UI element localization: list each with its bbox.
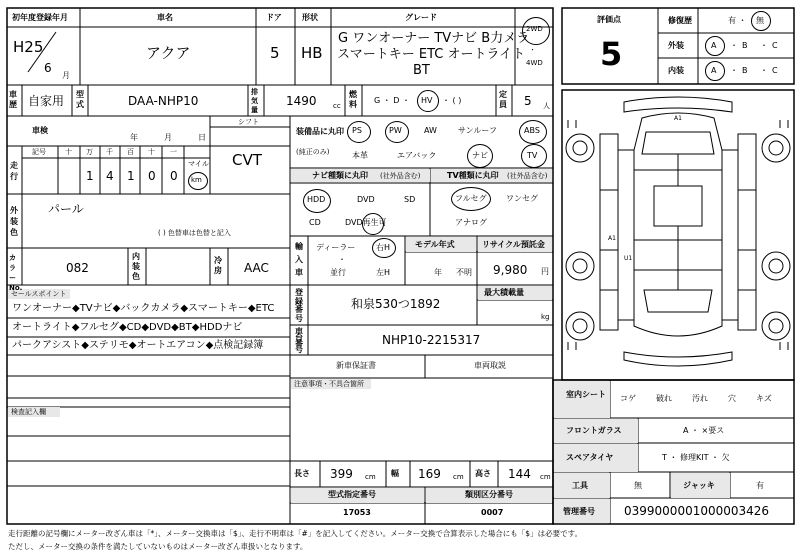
windshield bbox=[642, 132, 714, 154]
drive-4wd: 4WD bbox=[526, 59, 543, 67]
shift-value: CVT bbox=[232, 151, 262, 169]
digit-head-1: 十 bbox=[65, 148, 72, 156]
bracket-tl bbox=[568, 120, 576, 128]
equip-airbag: エアバック bbox=[397, 151, 437, 160]
tool-value: 無 bbox=[634, 481, 642, 490]
unit-mile: マイル bbox=[188, 160, 209, 168]
mileage-label: 走行 bbox=[10, 161, 18, 181]
wheel-rear-right bbox=[762, 252, 790, 280]
digit-head-3: 千 bbox=[106, 148, 113, 156]
equip-leather: 本革 bbox=[352, 151, 368, 160]
front-bumper bbox=[624, 97, 732, 112]
seat-opt-burn: コゲ bbox=[620, 394, 636, 403]
chassis-value: NHP10-2215317 bbox=[382, 333, 481, 347]
color-label: 外装色 bbox=[10, 206, 18, 237]
model-label: 型式 bbox=[76, 90, 84, 109]
wheel-rear-left bbox=[566, 252, 594, 280]
use-value: 自家用 bbox=[28, 94, 65, 108]
fuel-selected: HV bbox=[421, 96, 433, 105]
recycle-yen: 円 bbox=[541, 267, 549, 276]
use-label: 車歴 bbox=[9, 90, 17, 109]
grade-line3: BT bbox=[413, 63, 430, 78]
capacity-unit: 人 bbox=[543, 102, 550, 110]
length-unit: cm bbox=[365, 473, 376, 481]
wheel-front-right bbox=[762, 134, 790, 162]
import-dealer: ディーラー bbox=[316, 243, 356, 252]
import-left-h: 左H bbox=[376, 268, 391, 277]
chassis-label: 車台番号 bbox=[295, 327, 303, 354]
interior-label: 内装 bbox=[668, 66, 684, 75]
equip-ps: PS bbox=[352, 126, 362, 135]
fuel-opts: G ・ D ・ bbox=[374, 96, 410, 105]
damage-a1-side: A1 bbox=[608, 235, 616, 242]
navi-dvd: DVD bbox=[357, 195, 375, 204]
interior-color-label: 内装色 bbox=[132, 252, 140, 281]
class-no-label: 類別区分番号 bbox=[465, 490, 513, 499]
wheel-spare-right bbox=[762, 312, 790, 340]
navi-type-sub: (社外品含む) bbox=[380, 172, 421, 180]
width-unit: cm bbox=[453, 473, 464, 481]
grade-label: グレード bbox=[405, 13, 437, 22]
wheel-spare-left bbox=[566, 312, 594, 340]
month-unit: 月 bbox=[62, 71, 70, 80]
jack-value: 有 bbox=[756, 481, 764, 490]
import-parallel: 並行 bbox=[330, 268, 346, 277]
footer-line-2: ただし、メーター交換の条件を満たしていないものはメーター改ざん車扱いとなります。 bbox=[8, 542, 308, 551]
recycle-value: 9,980 bbox=[493, 263, 528, 277]
mileage-note-label: 記号 bbox=[32, 148, 46, 156]
height-value: 144 bbox=[508, 467, 531, 481]
capacity-value: 5 bbox=[524, 94, 532, 108]
digit-5: 0 bbox=[148, 169, 156, 183]
ac-label: 冷房 bbox=[214, 256, 222, 275]
navi-cd: CD bbox=[309, 218, 321, 227]
equipment-sub: (純正のみ) bbox=[296, 148, 330, 156]
vehicle-manual: 車両取説 bbox=[474, 361, 506, 370]
doors-label: ドア bbox=[266, 13, 282, 22]
car-name-label: 車名 bbox=[157, 13, 173, 22]
model-year-unit: 年 bbox=[434, 268, 442, 277]
drive-2wd: 2WD bbox=[526, 25, 543, 33]
max-load-kg: kg bbox=[541, 313, 550, 321]
capacity-label: 定員 bbox=[499, 90, 507, 109]
new-car-warranty: 新車保証書 bbox=[336, 361, 376, 370]
shape: HB bbox=[301, 44, 323, 62]
glass-opts: A ・ ×要ス bbox=[683, 426, 725, 435]
bracket-br bbox=[780, 342, 788, 350]
exterior-label: 外装 bbox=[668, 41, 684, 50]
fuel-label: 燃料 bbox=[349, 90, 357, 109]
registration-value: 和泉530つ1892 bbox=[351, 297, 441, 311]
digit-head-2: 万 bbox=[86, 148, 93, 156]
model-year-unknown: 不明 bbox=[456, 268, 472, 277]
type-no-value: 17053 bbox=[343, 508, 371, 517]
interior-c: C bbox=[772, 66, 778, 75]
exterior-c: C bbox=[772, 41, 778, 50]
mgmt-value: 0399000001000003426 bbox=[624, 504, 770, 518]
doors: 5 bbox=[270, 44, 280, 62]
digit-head-6: 一 bbox=[170, 148, 177, 156]
sales-line-2: オートライト◆フルセグ◆CD◆DVD◆BT◆HDDナビ bbox=[12, 322, 243, 333]
type-no-label: 型式指定番号 bbox=[328, 490, 376, 499]
grade-line1: G ワンオーナー TVナビ B力メラ bbox=[338, 31, 530, 46]
right-side bbox=[738, 134, 756, 330]
length-label: 長さ bbox=[294, 469, 310, 478]
interior-b: B bbox=[742, 66, 748, 75]
rear-bumper bbox=[624, 352, 732, 366]
shape-label: 形状 bbox=[302, 13, 318, 22]
seat-opt-dirt: 汚れ bbox=[692, 394, 708, 403]
digit-6: 0 bbox=[170, 169, 178, 183]
car-name: アクア bbox=[146, 44, 191, 62]
jack-label: ジャッキ bbox=[683, 481, 715, 490]
first-reg-year: H25 bbox=[13, 38, 44, 56]
first-reg-label: 初年度登録年月 bbox=[12, 13, 68, 22]
tv-fullseg: フルセグ bbox=[455, 194, 487, 203]
car-body-outline bbox=[634, 113, 722, 336]
navi-sd: SD bbox=[404, 195, 416, 204]
repair-selected: 無 bbox=[756, 16, 764, 25]
drive-dot: ・ bbox=[529, 46, 536, 54]
equip-navi: ナビ bbox=[472, 151, 488, 160]
cc-label: 排気量 bbox=[251, 88, 258, 114]
repair-opts: 有 ・ bbox=[728, 16, 747, 25]
sales-line-1: ワンオーナー◆TVナビ◆バックカメラ◆スマートキー◆ETC bbox=[12, 303, 275, 314]
max-load-label: 最大積載量 bbox=[484, 288, 524, 297]
navi-hdd: HDD bbox=[307, 195, 326, 204]
import-label: 輸入車 bbox=[295, 242, 303, 277]
model-value: DAA-NHP10 bbox=[128, 94, 199, 108]
color-value: パール bbox=[48, 202, 84, 216]
import-right-h: 右H bbox=[376, 243, 391, 252]
left-side bbox=[600, 134, 618, 330]
wheel-front-left bbox=[566, 134, 594, 162]
sales-line-3: パークアシスト◆ステリモ◆オートエアコン◆点検記録簿 bbox=[12, 340, 264, 351]
bracket-tr bbox=[780, 120, 788, 128]
equip-abs: ABS bbox=[524, 126, 540, 135]
equip-pw: PW bbox=[389, 126, 402, 135]
bracket-bl bbox=[568, 342, 576, 350]
interior-dot2: ・ bbox=[760, 66, 768, 75]
seat-opt-tear: 破れ bbox=[656, 394, 672, 403]
navi-dvd-play: DVD再生可 bbox=[345, 218, 387, 227]
equipment-label: 装備品に丸印 bbox=[296, 127, 344, 136]
inspection-month-unit: 月 bbox=[164, 133, 172, 142]
digit-head-4: 百 bbox=[127, 148, 134, 156]
exterior-b: B bbox=[742, 41, 748, 50]
digit-3: 4 bbox=[106, 169, 114, 183]
tool-label: 工具 bbox=[572, 481, 588, 490]
first-reg-month: 6 bbox=[44, 61, 52, 75]
damage-a1-top: A1 bbox=[674, 115, 682, 122]
seat-label: 室内シート bbox=[566, 390, 606, 399]
fuel-paren: ・ ( ) bbox=[442, 96, 462, 105]
width-value: 169 bbox=[418, 467, 441, 481]
model-year-label: モデル年式 bbox=[415, 240, 455, 249]
ac-value: AAC bbox=[244, 261, 269, 275]
interior-a: A bbox=[711, 66, 717, 75]
digit-2: 1 bbox=[86, 169, 94, 183]
spare-opts: T ・ 修理KIT ・ 欠 bbox=[662, 453, 730, 462]
registration-label: 登録番号 bbox=[295, 288, 303, 323]
digit-4: 1 bbox=[127, 169, 135, 183]
color-no: 082 bbox=[66, 261, 89, 275]
mgmt-label: 管理番号 bbox=[563, 507, 595, 516]
glass-label: フロントガラス bbox=[566, 426, 622, 435]
car-damage-diagram bbox=[562, 90, 794, 380]
digit-head-5: 十 bbox=[148, 148, 155, 156]
color-no-label: カラーNo. bbox=[9, 254, 23, 292]
rear-glass bbox=[644, 290, 712, 312]
equip-tv: TV bbox=[527, 151, 538, 160]
cc-value: 1490 bbox=[286, 94, 317, 108]
tv-type-label: TV種類に丸印 bbox=[447, 171, 499, 180]
exterior-dot2: ・ bbox=[760, 41, 768, 50]
sales-label: セールスポイント bbox=[11, 290, 67, 298]
cc-unit: cc bbox=[333, 102, 341, 110]
score-value: 5 bbox=[600, 35, 623, 73]
color-note: ( ) 色替車は色替と記入 bbox=[158, 229, 231, 237]
notes-label: 注意事項・不具合箇所 bbox=[294, 380, 364, 388]
inspection-day-unit: 日 bbox=[198, 133, 206, 142]
exterior-a: A bbox=[711, 41, 717, 50]
footer-line-1: 走行距離の記号欄にメーター改ざん車は「*」、メーター交換車は「$」、走行不明車は「#」を記入してください。メーター交換で合算表示した場合にも「$」は必要です。 bbox=[8, 529, 582, 538]
shift-label: シフト bbox=[238, 118, 259, 126]
height-unit: cm bbox=[540, 473, 551, 481]
width-label: 幅 bbox=[391, 469, 399, 478]
roof bbox=[654, 186, 702, 226]
exterior-dot1: ・ bbox=[730, 41, 738, 50]
score-label: 評価点 bbox=[597, 15, 621, 24]
damage-u1: U1 bbox=[624, 255, 633, 262]
recycle-label: リサイクル預託金 bbox=[482, 240, 545, 249]
spare-label: スペアタイヤ bbox=[566, 453, 614, 462]
seat-opt-hole: 穴 bbox=[728, 394, 736, 403]
unit-km: km bbox=[191, 176, 202, 184]
length-value: 399 bbox=[330, 467, 353, 481]
tv-oneseg: ワンセグ bbox=[506, 194, 538, 203]
height-label: 高さ bbox=[475, 469, 491, 478]
seat-opt-scratch: キズ bbox=[756, 394, 772, 403]
navi-type-label: ナビ種類に丸印 bbox=[312, 171, 368, 180]
repair-label: 修復歴 bbox=[668, 16, 692, 25]
inspector-label: 検査記入欄 bbox=[11, 408, 46, 416]
class-no-value: 0007 bbox=[481, 508, 504, 517]
tv-type-sub: (社外品含む) bbox=[507, 172, 548, 180]
equip-sunroof: サンルーフ bbox=[458, 126, 497, 135]
inspection-label: 車検 bbox=[32, 126, 48, 135]
grade-line2: スマートキー ETC オートライト bbox=[337, 47, 526, 62]
import-dot: ・ bbox=[338, 255, 346, 264]
inspection-year-unit: 年 bbox=[130, 133, 138, 142]
tv-analog: アナログ bbox=[455, 218, 487, 227]
equip-aw: AW bbox=[424, 126, 437, 135]
interior-dot1: ・ bbox=[730, 66, 738, 75]
